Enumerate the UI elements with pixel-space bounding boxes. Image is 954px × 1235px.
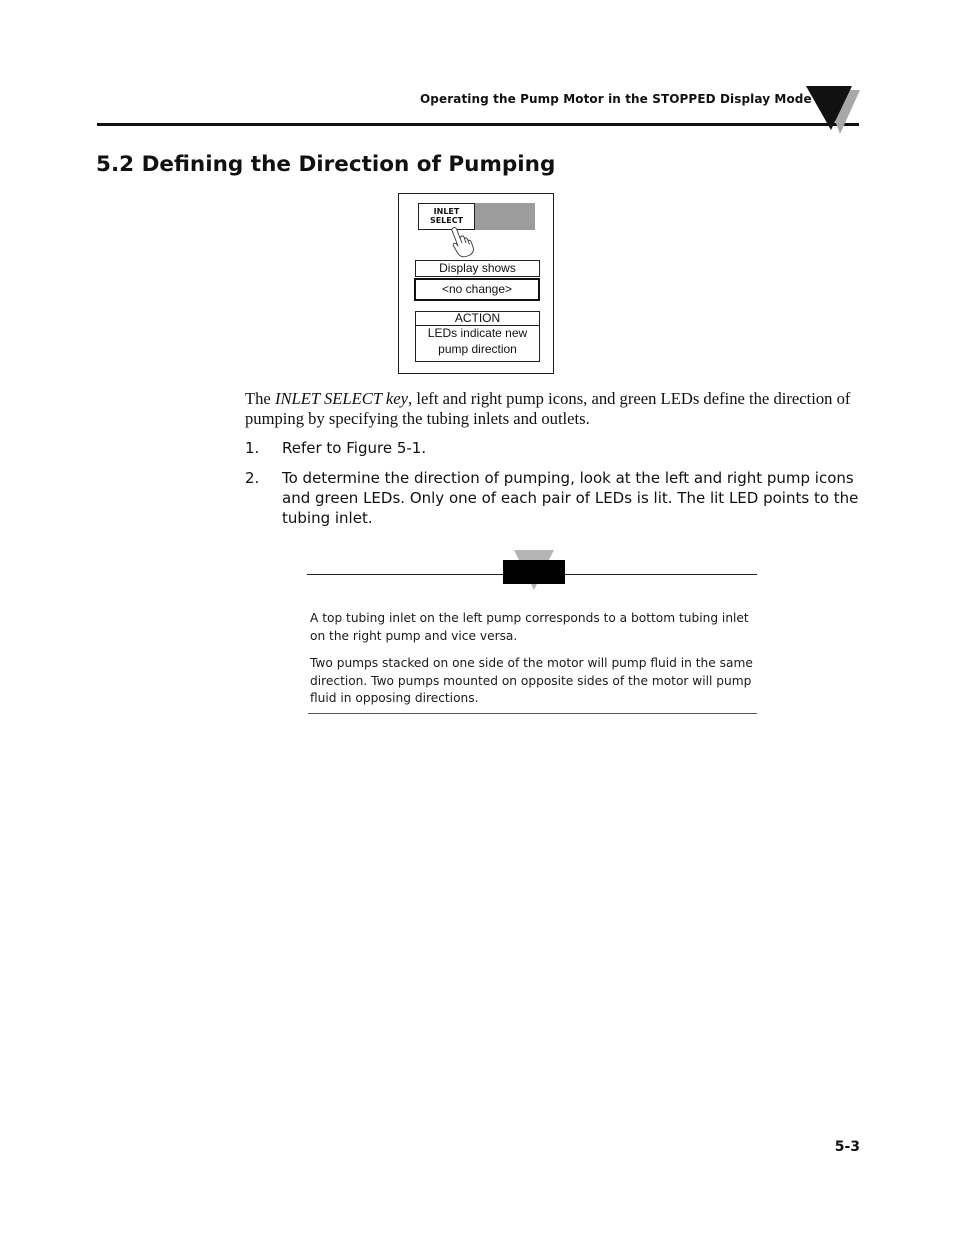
pointing-hand-icon bbox=[447, 226, 475, 258]
display-value-box: <no change> bbox=[414, 278, 540, 301]
note-badge-icon bbox=[503, 550, 565, 591]
action-title: ACTION bbox=[416, 312, 539, 326]
note-paragraph: Two pumps stacked on one side of the motor will pump fluid in the same direction. Two pumps mounted on opposite sides of the motor will pump fluid in opposing directions. bbox=[310, 656, 753, 705]
action-box bbox=[415, 311, 540, 362]
header-rule bbox=[97, 123, 859, 126]
step-number: 2. bbox=[245, 469, 260, 487]
step-number: 1. bbox=[245, 439, 260, 457]
key-label-line1: INLET bbox=[433, 207, 460, 216]
header-triangle-icon bbox=[806, 86, 860, 136]
key-label-line2: SELECT bbox=[429, 215, 464, 225]
intro-rest: , left and right pump icons, and green LEDs define the direction of pumping by specifying the tubing inlets and outlets. bbox=[245, 389, 851, 428]
step-text: To determine the direction of pumping, look at the left and right pump icons and green LEDs. Only one of each pair of LEDs is lit. The lit LED points to the tubing inlet. bbox=[282, 469, 859, 527]
inlet-select-key-term: INLET SELECT key bbox=[274, 389, 409, 408]
note-rule-bottom bbox=[308, 713, 757, 714]
page-number: 5-3 bbox=[834, 1139, 860, 1155]
step-text: Refer to Figure 5-1. bbox=[282, 439, 427, 457]
intro-paragraph bbox=[245, 389, 857, 428]
section-heading: 5.2 Defining the Direction of Pumping bbox=[96, 152, 556, 177]
display-label-box: Display shows bbox=[415, 260, 540, 277]
note-paragraph: A top tubing inlet on the left pump corresponds to a bottom tubing inlet on the right pump and vice versa. bbox=[310, 611, 749, 643]
action-description: LEDs indicate new pump direction bbox=[427, 326, 528, 356]
running-header: Operating the Pump Motor in the STOPPED Display Mode bbox=[420, 92, 812, 106]
intro-prefix: The bbox=[245, 389, 275, 408]
